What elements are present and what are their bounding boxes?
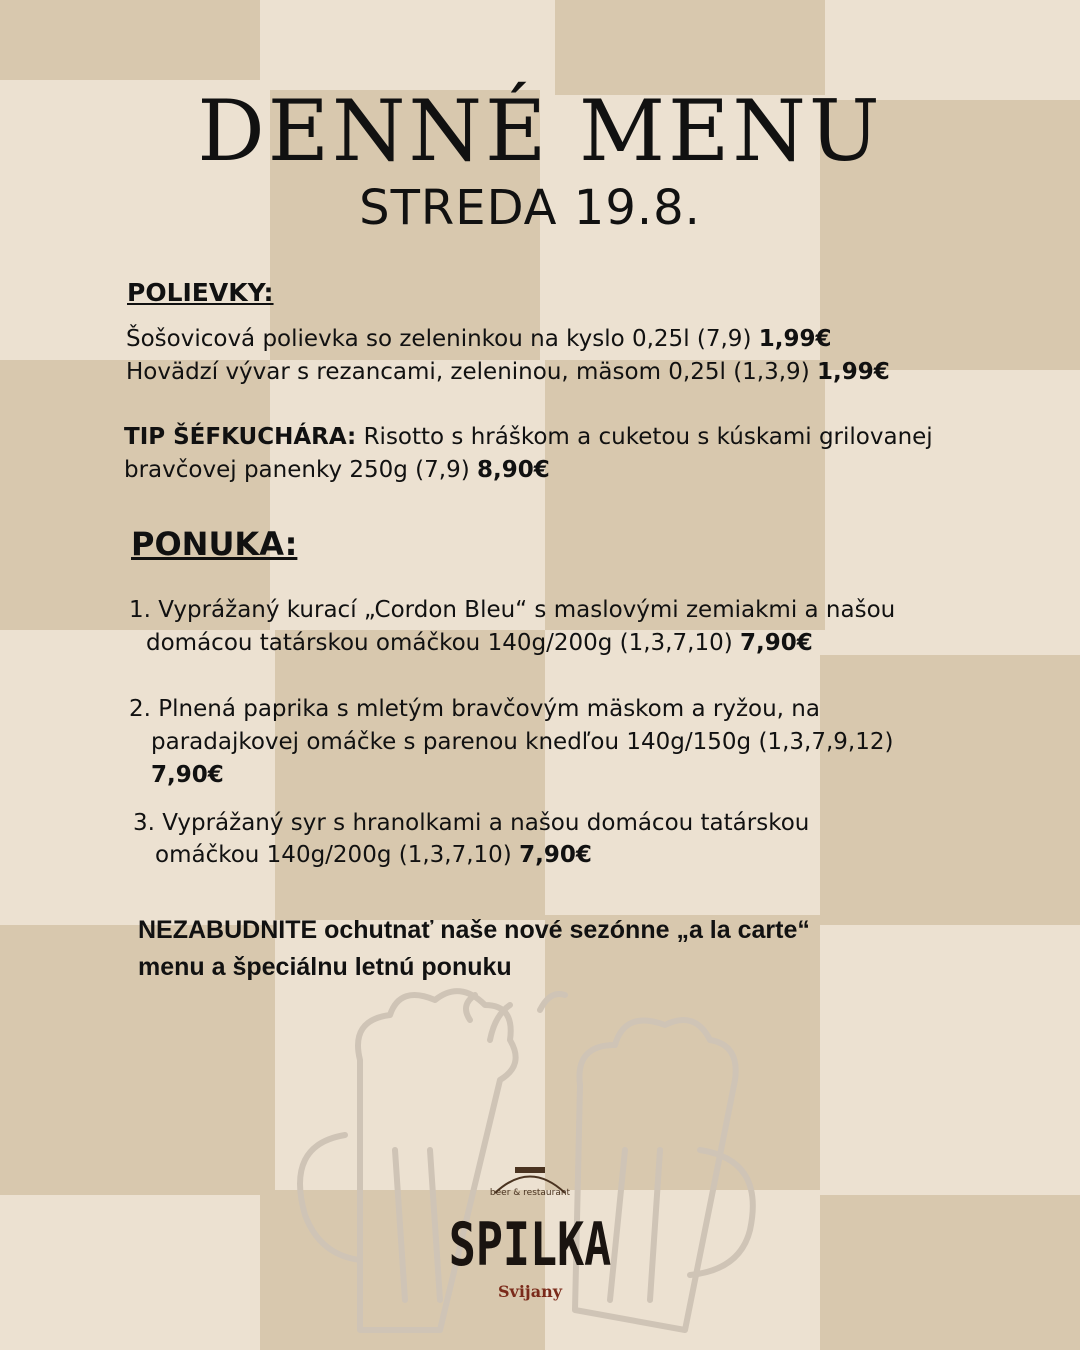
- chef-tip-label: TIP ŠÉFKUCHÁRA:: [124, 424, 357, 450]
- spilka-logo: [448, 1165, 612, 1305]
- chef-tip-line: TIP ŠÉFKUCHÁRA: Risotto s hráškom a cuketou s kúskami grilovanej: [124, 424, 933, 450]
- chef-tip-line: bravčovej panenky 250g (7,9) 8,90€: [124, 457, 550, 483]
- reminder-note-line2: menu a špeciálnu letnú ponuku: [138, 953, 512, 981]
- svg-text:Svijany: Svijany: [497, 1282, 563, 1301]
- svg-text:SPILKA: SPILKA: [448, 1209, 612, 1280]
- offer-item-line2: domácou tatárskou omáčkou 140g/200g (1,3,7,10) 7,90€: [146, 630, 813, 656]
- offer-item-line2: paradajkovej omáčke s parenou knedľou 140g/150g (1,3,7,9,12): [151, 729, 894, 755]
- soup-item: Hovädzí vývar s rezancami, zeleninou, mäsom 0,25l (1,3,9) 1,99€: [126, 359, 890, 385]
- svg-text:beer & restaurant: beer & restaurant: [489, 1188, 571, 1198]
- offer-item: 1. Vyprážaný kurací „Cordon Bleu“ s maslovými zemiakmi a našou: [129, 597, 896, 623]
- soups-heading: POLIEVKY:: [127, 278, 274, 307]
- page-subtitle-date: STREDA 19.8.: [359, 180, 701, 236]
- offer-item: 3. Vyprážaný syr s hranolkami a našou domácou tatárskou: [133, 810, 810, 836]
- reminder-note-line1: NEZABUDNITE ochutnať naše nové sezónne „a la carte“: [138, 916, 810, 944]
- offer-item: 2. Plnená paprika s mletým bravčovým mäskom a ryžou, na: [129, 696, 820, 722]
- page-title: DENNÉ MENU: [197, 82, 883, 180]
- offer-item-price: 7,90€: [151, 762, 224, 788]
- offer-item-line2: omáčkou 140g/200g (1,3,7,10) 7,90€: [155, 842, 592, 868]
- offer-heading: PONUKA:: [131, 525, 298, 563]
- soup-item: Šošovicová polievka so zeleninkou na kyslo 0,25l (7,9) 1,99€: [126, 326, 832, 352]
